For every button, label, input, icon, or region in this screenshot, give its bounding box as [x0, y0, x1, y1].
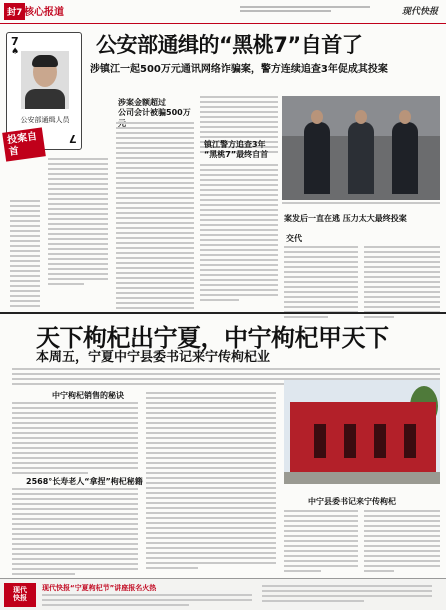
story1-subhead-c: 案发后一直在逃 压力太大最终投案	[284, 214, 407, 223]
card-rank: 7	[11, 35, 19, 48]
footer-logo: 现代 快报	[4, 583, 36, 607]
footer-title: 现代快报“宁夏枸杞节”讲座报名火热	[42, 584, 157, 592]
footer-right-text	[262, 585, 432, 605]
page-header	[0, 0, 446, 24]
story2-subhead: 本周五，宁夏中宁县委书记来宁传枸杞业	[36, 350, 271, 365]
story2-subhead-b: 2568°长寿老人“拿捏”枸杞秘籍	[26, 477, 143, 486]
page-number: 封7	[4, 3, 25, 20]
story1-subhead-b: 镇江警方追查3年 “黑桃7”最终自首	[204, 140, 269, 160]
story2-col2-text	[146, 392, 276, 572]
footer-left-text	[42, 594, 252, 609]
story1-col4-text	[284, 246, 358, 321]
story1-col1b-text	[10, 200, 40, 310]
card-caption: 公安部通缉人员	[20, 116, 70, 124]
story1-block-label: 交代	[286, 234, 302, 243]
arrest-photo-caption	[282, 202, 440, 208]
card-rank-bottom: 7	[69, 132, 77, 145]
story1-col5-text	[364, 246, 440, 321]
surrender-tag: 投案自首	[2, 127, 46, 161]
story2-col4-text	[364, 510, 440, 575]
story1-subhead-a: 涉案金额超过 公司会计被骗500万	[118, 98, 191, 118]
goji-building-photo	[284, 380, 440, 484]
suspect-photo	[21, 51, 69, 109]
story2-col1b-text	[12, 488, 138, 578]
story2-headline: 天下枸杞出宁夏，中宁枸杞甲天下	[36, 324, 389, 352]
section-title: 核心报道	[24, 7, 64, 18]
arrest-photo	[282, 96, 440, 200]
story1-headline: 公安部通缉的“黑桃7”自首了	[96, 33, 363, 57]
story2-subhead-a: 中宁枸杞销售的秘诀	[52, 391, 124, 400]
header-meta-lines	[240, 6, 370, 14]
story2-col1-text	[12, 402, 138, 477]
story1-col1-text	[48, 158, 108, 288]
spade-icon: ♠	[11, 47, 20, 57]
section-divider	[0, 312, 446, 314]
story1-col2-text	[116, 122, 194, 317]
masthead-brand: 现代快报	[401, 7, 438, 17]
story2-col3-text	[284, 510, 358, 575]
story1-subhead: 涉镇江一起500万元通讯网络诈骗案，警方连续追查3年促成其投案	[90, 64, 388, 75]
story1-col3b-text	[200, 164, 278, 304]
story2-subhead-c: 中宁县委书记来宁传枸杞	[308, 497, 396, 506]
footer-banner	[0, 578, 446, 610]
